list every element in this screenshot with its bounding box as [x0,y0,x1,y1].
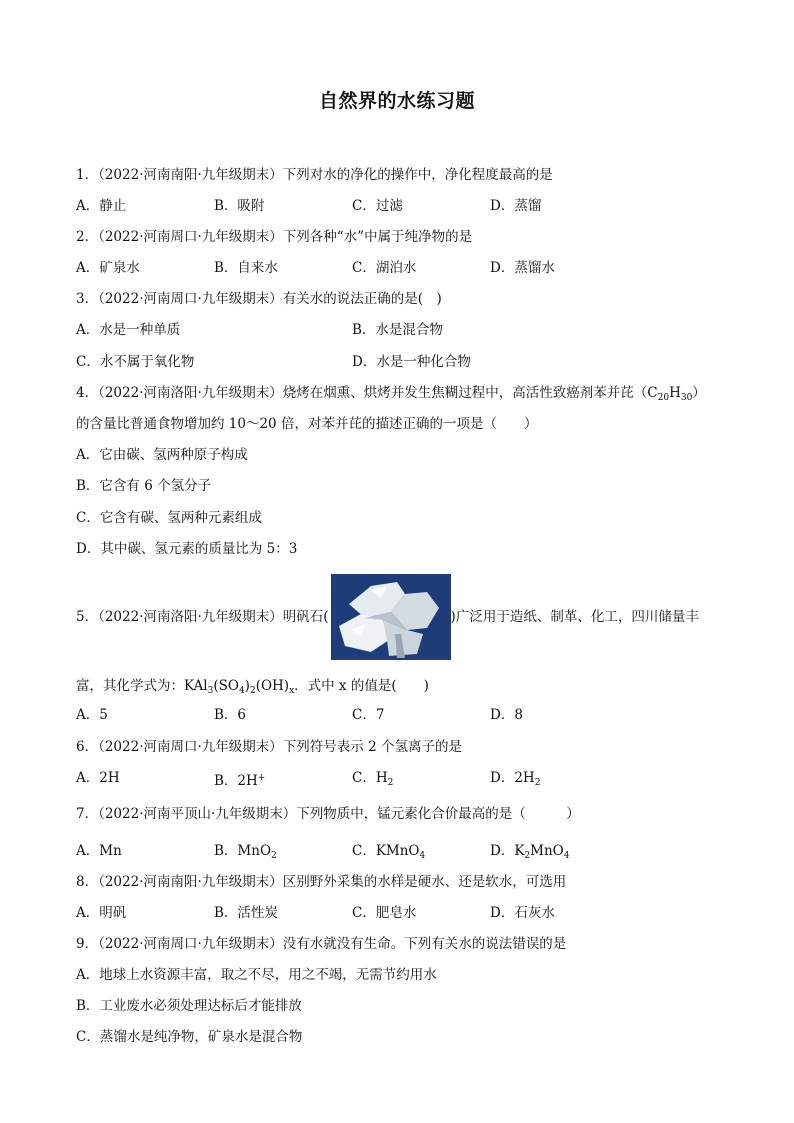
q5-formula-end: ．式中 x 的值是( ) [294,678,429,694]
q5-sub-2: 2 [249,686,256,696]
question-8-stem: 8．（2022·河南南阳·九年级期末）区别野外采集的水样是硬水、还是软水，可选用 [76,874,567,890]
q4-subscript-20: 20 [657,393,670,403]
q7-option-d-sub2: 4 [563,851,570,861]
q5-sub-3: 3 [207,686,214,696]
q6-option-c-text: C．H [352,770,388,786]
question-4-stem [76,383,706,408]
q4-h-symbol: H [669,385,681,401]
q5-stem-after: )广泛用于造纸、制革、化工，四川储量丰 [450,609,699,625]
q9-option-a: A．地球上水资源丰富，取之不尽，用之不竭，无需节约用水 [76,967,437,983]
q1-option-a: A．静止 [76,198,127,214]
q7-option-b [214,841,277,866]
q6-option-b-text: B．2H [214,773,258,789]
q6-option-d [490,768,540,793]
q4-option-a: A．它由碳、氢两种原子构成 [76,447,248,463]
question-7-stem: 7．（2022·河南平顶山·九年级期末）下列物质中，锰元素化合价最高的是（ ） [76,806,580,822]
q2-option-b: B．自来水 [214,260,278,276]
q1-option-d: D．蒸馏 [490,198,542,214]
q7-option-c-sub: 4 [419,851,426,861]
q6-option-b-sup: + [257,773,266,783]
q4-stem-text: 4．（2022·河南洛阳·九年级期末）烧烤在烟熏、烘烤并发生焦糊过程中，高活性致癌剂苯并芘（C [76,385,658,401]
q8-option-d: D．石灰水 [490,905,555,921]
q5-sub-4: 4 [238,686,245,696]
q5-option-a: A．5 [76,707,108,723]
q7-option-c [352,841,425,866]
q3-option-a: A．水是一种单质 [76,322,181,338]
q6-option-d-text: D．2H [490,770,535,786]
q7-option-d-text: D．K [490,843,525,859]
q5-option-d: D．8 [490,707,523,723]
q8-option-a: A．明矾 [76,905,127,921]
question-3-stem: 3．（2022·河南周口·九年级期末）有关水的说法正确的是( ) [76,291,442,307]
q7-option-b-text: B．MnO [214,843,272,859]
q5-sub-x: x [289,686,295,696]
q4-option-b: B．它含有 6 个氢分子 [76,478,212,494]
question-2-stem: 2．（2022·河南周口·九年级期末）下列各种“水”中属于纯净物的是 [76,229,473,245]
alunite-mineral-image [331,574,451,660]
q6-option-a: A．2H [76,770,120,786]
q7-option-d-sub1: 2 [524,851,531,861]
q8-option-b: B．活性炭 [214,905,278,921]
question-9-stem: 9．（2022·河南周口·九年级期末）没有水就没有生命。下列有关水的说法错误的是 [76,936,567,952]
q6-option-c-sub: 2 [387,778,394,788]
q6-option-b [214,768,265,791]
q5-option-c: C．7 [352,707,385,723]
q2-option-d: D．蒸馏水 [490,260,555,276]
q8-option-c: C．肥皂水 [352,905,417,921]
q2-option-c: C．湖泊水 [352,260,417,276]
q5-formula-so: (SO [213,678,239,694]
question-5-formula-line [76,676,429,701]
q5-formula-oh: (OH) [255,678,290,694]
question-6-stem: 6．（2022·河南周口·九年级期末）下列符号表示 2 个氢离子的是 [76,739,462,755]
q6-option-c [352,768,393,793]
q5-formula-paren: ) [244,678,250,694]
q4-option-d: D．其中碳、氢元素的质量比为 5：3 [76,541,298,557]
q5-option-b: B．6 [214,707,247,723]
alunite-rock-illustration [331,574,451,660]
q9-option-b: B．工业废水必须处理达标后才能排放 [76,998,302,1014]
q7-option-a: A．Mn [76,843,122,859]
page-title: 自然界的水练习题 [318,90,475,112]
q9-option-c: C．蒸馏水是纯净物，矿泉水是混合物 [76,1029,303,1045]
q3-option-d: D．水是一种化合物 [352,354,471,370]
q7-option-d-mno: MnO [530,843,564,859]
q7-option-b-sub: 2 [271,851,277,861]
q4-option-c: C．它含有碳、氢两种元素组成 [76,510,262,526]
q5-formula-text: 富，其化学式为：KAl [76,678,208,694]
q4-subscript-30: 30 [680,393,693,403]
q5-stem-before: 5．（2022·河南洛阳·九年级期末）明矾石( [76,609,329,625]
question-4-stem-line2: 的含量比普通食物增加约 10～20 倍，对苯并芘的描述正确的一项是（ ） [76,416,538,432]
q7-option-d [490,841,569,866]
q6-option-d-sub: 2 [534,778,541,788]
q7-option-c-text: C．KMnO [352,843,420,859]
q4-stem-close: ） [692,385,706,401]
q1-option-b: B．吸附 [214,198,265,214]
q1-option-c: C．过滤 [352,198,403,214]
q2-option-a: A．矿泉水 [76,260,140,276]
q3-option-b: B．水是混合物 [352,322,443,338]
q3-option-c: C．水不属于氧化物 [76,354,195,370]
question-1-stem: 1．（2022·河南南阳·九年级期末）下列对水的净化的操作中，净化程度最高的是 [76,167,553,183]
